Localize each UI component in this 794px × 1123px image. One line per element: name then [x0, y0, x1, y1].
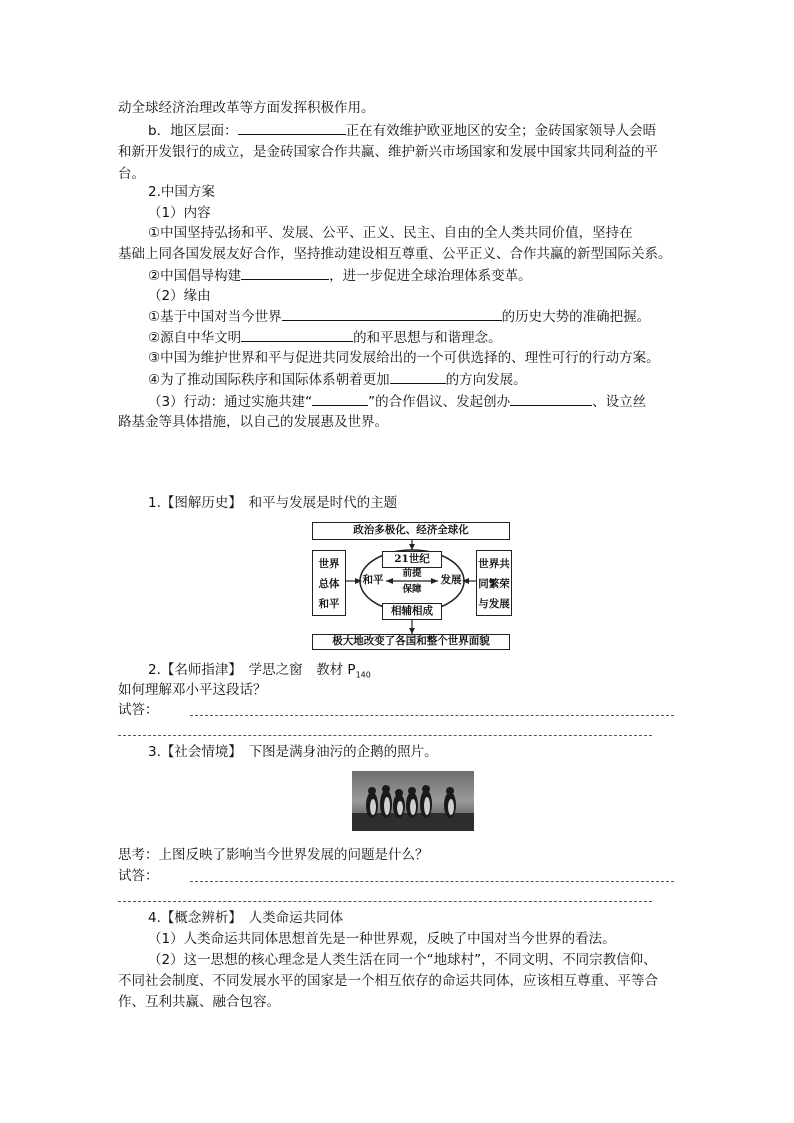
para-line — [148, 120, 656, 141]
answer-line[interactable] — [190, 715, 674, 716]
para-line — [148, 327, 502, 348]
fill-blank[interactable] — [241, 327, 353, 342]
para-line: 和新开发银行的成立，是金砖国家合作共赢、维护新兴市场国家和发展中国家共同利益的平 — [118, 144, 658, 160]
section-title: 2.中国方案 — [148, 184, 215, 200]
para-line: 基础上同各国发展友好合作，坚持推动建设相互尊重、公平正义、合作共赢的新型国际关系。 — [118, 246, 672, 262]
fill-blank[interactable] — [312, 391, 368, 406]
para-line — [148, 265, 532, 286]
para-line: 不同社会制度、不同发展水平的国家是一个相互依存的命运共同体，应该相互尊重、平等合 — [118, 973, 658, 989]
develop-label: 发展 — [440, 574, 462, 586]
premise-label: 前提 — [402, 568, 422, 579]
question: 思考：上图反映了影响当今世界发展的问题是什么？ — [118, 847, 429, 863]
century-box: 21世纪 — [382, 551, 442, 568]
answer-label: 试答： — [118, 868, 159, 884]
right-box-line: 同繁荣 — [478, 578, 510, 590]
para-line: ③中国为维护世界和平与促进共同发展给出的一个可供选择的、理性可行的行动方案。 — [148, 350, 660, 366]
arrow-head-top — [409, 544, 415, 550]
subsection-title: （2）缘由 — [148, 288, 211, 304]
left-box — [312, 550, 346, 616]
answer-line[interactable] — [190, 881, 674, 882]
right-box-line: 与发展 — [478, 598, 510, 610]
para-line: 作、互利共赢、融合包容。 — [118, 994, 280, 1010]
fill-blank[interactable] — [241, 265, 329, 280]
para-line — [148, 369, 527, 390]
item-title: 1.【图解历史】 和平与发展是时代的主题 — [148, 495, 398, 511]
item-title: 3.【社会情境】 下图是满身油污的企鹅的照片。 — [148, 744, 438, 760]
left-box-line: 和平 — [318, 598, 340, 610]
subsection-title: （1）内容 — [148, 205, 211, 221]
text: ④为了推动国际秩序和国际体系朝着更加 — [148, 372, 390, 388]
text: 、设立丝 — [592, 394, 647, 410]
text: ”的合作倡议、发起创办 — [368, 394, 511, 410]
top-box: 政治多极化、经济全球化 — [312, 522, 510, 540]
text: ②源自中华文明 — [148, 330, 242, 346]
question: 如何理解邓小平这段话？ — [118, 682, 267, 698]
bottom-box: 极大地改变了各国和整个世界面貌 — [312, 634, 510, 650]
text: ①基于中国对当今世界 — [148, 309, 282, 325]
para-line: ①中国坚持弘扬和平、发展、公平、正义、民主、自由的全人类共同价值，坚持在 — [148, 225, 633, 241]
answer-line[interactable] — [118, 901, 652, 902]
para-line: （2）这一思想的核心理念是人类生活在同一个“地球村”，不同文明、不同宗教信仰、 — [148, 952, 657, 968]
text: b．地区层面： — [148, 123, 238, 139]
para-line: （1）人类命运共同体思想首先是一种世界观，反映了中国对当今世界的看法。 — [148, 931, 616, 947]
left-box-line: 总体 — [318, 578, 340, 590]
text: ②中国倡导构建 — [148, 268, 242, 284]
para-line: 台。 — [118, 166, 145, 182]
para-line: 路基金等具体措施，以自己的发展惠及世界。 — [118, 414, 388, 430]
text: 正在有效维护欧亚地区的安全；金砖国家领导人会晤 — [345, 123, 657, 139]
text: （3）行动：通过实施共建“ — [148, 394, 313, 410]
history-diagram — [310, 520, 514, 650]
right-box-line: 世界共 — [478, 558, 510, 570]
right-box — [476, 550, 512, 616]
text: ，进一步促进全球治理体系变革。 — [329, 268, 532, 284]
answer-line[interactable] — [118, 735, 652, 736]
fill-blank[interactable] — [282, 306, 502, 321]
penguin-photo-image — [352, 771, 474, 831]
peace-label: 和平 — [362, 574, 384, 586]
fill-blank[interactable] — [510, 391, 592, 406]
text: 的和平思想与和谐理念。 — [353, 330, 502, 346]
para-line — [148, 391, 646, 412]
penguin-photo — [352, 771, 474, 831]
para-line: 动全球经济治理改革等方面发挥积极作用。 — [118, 100, 375, 116]
text: 的方向发展。 — [445, 372, 527, 388]
text: 的历史大势的准确把握。 — [501, 309, 651, 325]
para-line — [148, 306, 650, 327]
guarantee-label: 保障 — [402, 584, 422, 595]
fill-blank[interactable] — [238, 120, 346, 135]
item-title: 4.【概念辨析】 人类命运共同体 — [148, 910, 344, 926]
answer-label: 试答： — [118, 702, 159, 718]
page-subscript: 140 — [355, 670, 371, 680]
fill-blank[interactable] — [390, 369, 446, 384]
text: 2.【名师指津】 学思之窗 教材 P — [148, 662, 356, 678]
mutual-box: 相辅相成 — [382, 603, 442, 620]
arrow-head-left — [386, 578, 393, 584]
arrow-head-right — [431, 578, 438, 584]
left-box-line: 世界 — [318, 558, 340, 570]
